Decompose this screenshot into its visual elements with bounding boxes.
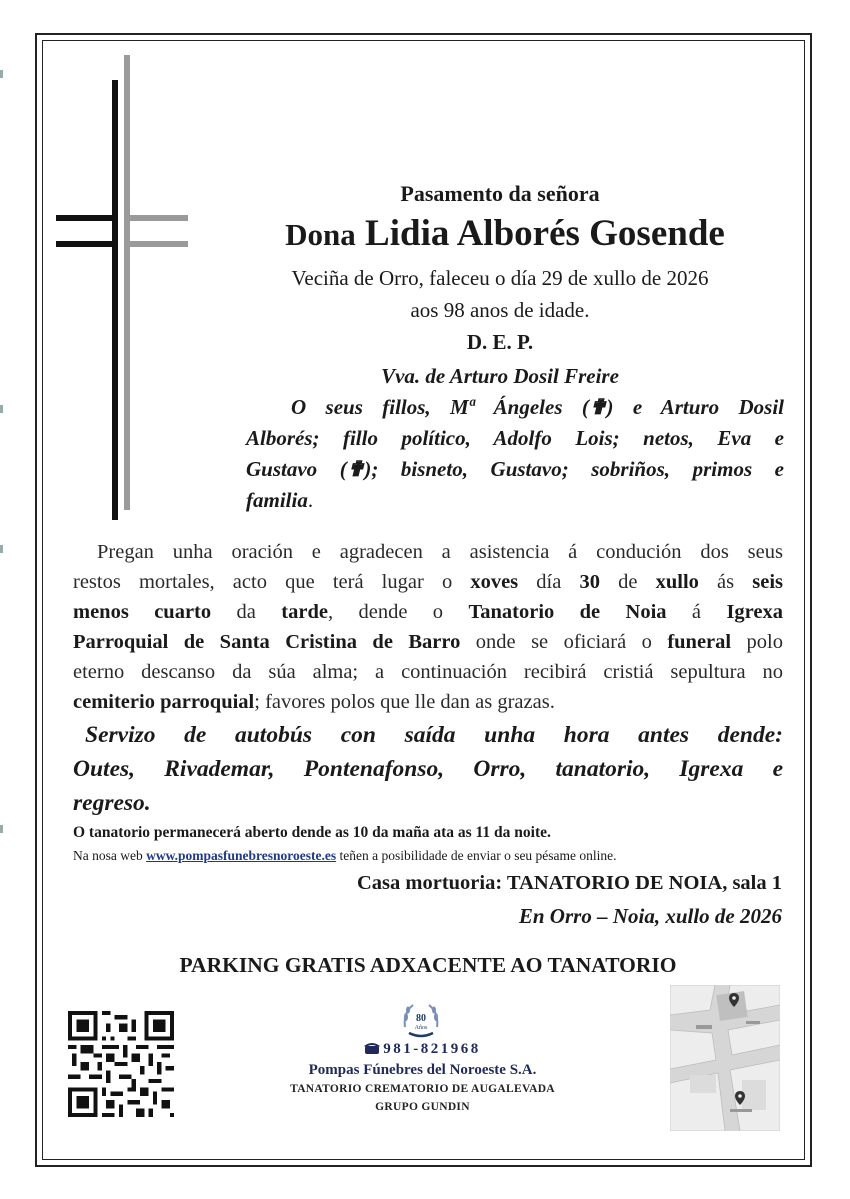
ceremony-line: Parroquial de Santa Cristina de Barro onde se oficiará o funeral polo — [73, 631, 783, 653]
bus-line: Servizo de autobús con saída unha hora antes dende: — [85, 722, 783, 748]
ceremony-line: restos mortales, acto que terá lugar o xoves día 30 de xullo ás seis — [73, 571, 784, 593]
qr-code[interactable] — [68, 1011, 174, 1117]
deceased-name — [220, 212, 790, 255]
bus-line: Outes, Rivademar, Pontenafonso, Orro, tanatorio, Igrexa e — [73, 756, 783, 782]
age-line: aos 98 anos de idade. — [410, 298, 590, 322]
opening-hours: O tanatorio permanecerá aberto dende as 10 da maña ata as 11 da noite. — [73, 824, 551, 841]
family-line: Alborés; fillo político, Adolfo Lois; netos, Eva e — [246, 426, 784, 450]
family-line: Gustavo (✟); bisneto, Gustavo; sobriños, primos e — [246, 457, 784, 481]
ceremony-line: cemiterio parroquial; favores polos que lle dan as grazas. — [73, 691, 555, 713]
family-block — [246, 392, 784, 516]
place-date: En Orro – Noia, xullo de 2026 — [518, 904, 782, 928]
family-end-dot: . — [307, 488, 314, 512]
web-notice — [73, 848, 617, 864]
name-text: Lidia Alborés Gosende — [365, 213, 725, 254]
residence-death-line: Veciña de Orro, faleceu o día 29 de xullo de 2026 — [291, 266, 709, 290]
web-pre: Na nosa web — [73, 848, 147, 863]
badge-word: Años — [414, 1025, 428, 1031]
phone-icon — [364, 1042, 380, 1054]
website-link[interactable]: www.pompasfunebresnoroeste.es — [146, 848, 337, 863]
company-name: Pompas Fúnebres del Noroeste S.A. — [308, 1062, 537, 1078]
company-subtitle: TANATORIO CREMATORIO DE AUGALEVADA — [290, 1083, 555, 1095]
badge-number: 80 — [416, 1013, 426, 1024]
ceremony-paragraph — [73, 537, 783, 717]
ceremony-line: eterno descanso da súa alma; a continuación recibirá cristiá sepultura no — [73, 661, 783, 683]
location-map[interactable] — [670, 985, 780, 1131]
notice-heading: Pasamento da señora — [400, 181, 600, 206]
family-last-word: familia — [246, 488, 308, 512]
scan-mark — [0, 405, 3, 413]
bus-line: regreso. — [73, 790, 151, 816]
widow-line: Vva. de Arturo Dosil Freire — [381, 364, 619, 388]
name-prefix: Dona — [285, 217, 356, 252]
anniversary-badge — [399, 1001, 443, 1041]
cross-icon — [56, 55, 188, 520]
funeral-home: Casa mortuoria: TANATORIO DE NOIA, sala 1 — [356, 872, 782, 894]
scan-mark — [0, 70, 3, 78]
scan-mark — [0, 825, 3, 833]
ceremony-line: Pregan unha oración e agradecen a asistencia á condución dos seus — [97, 541, 783, 563]
web-post: teñen a posibilidade de enviar o seu pésame online. — [336, 848, 617, 863]
family-line — [246, 485, 784, 516]
scan-mark — [0, 545, 3, 553]
phone-line — [300, 1041, 545, 1058]
parking-notice: PARKING GRATIS ADXACENTE AO TANATORIO — [179, 953, 677, 977]
dep-line: D. E. P. — [466, 330, 534, 354]
bus-service — [73, 718, 783, 820]
company-group: GRUPO GUNDIN — [375, 1101, 470, 1113]
ceremony-line: menos cuarto da tarde, dende o Tanatorio de Noia á Igrexa — [73, 601, 783, 623]
phone-number[interactable]: 981-821968 — [383, 1041, 481, 1057]
family-line: O seus fillos, Mª Ángeles (✟) e Arturo Dosil — [291, 395, 784, 419]
